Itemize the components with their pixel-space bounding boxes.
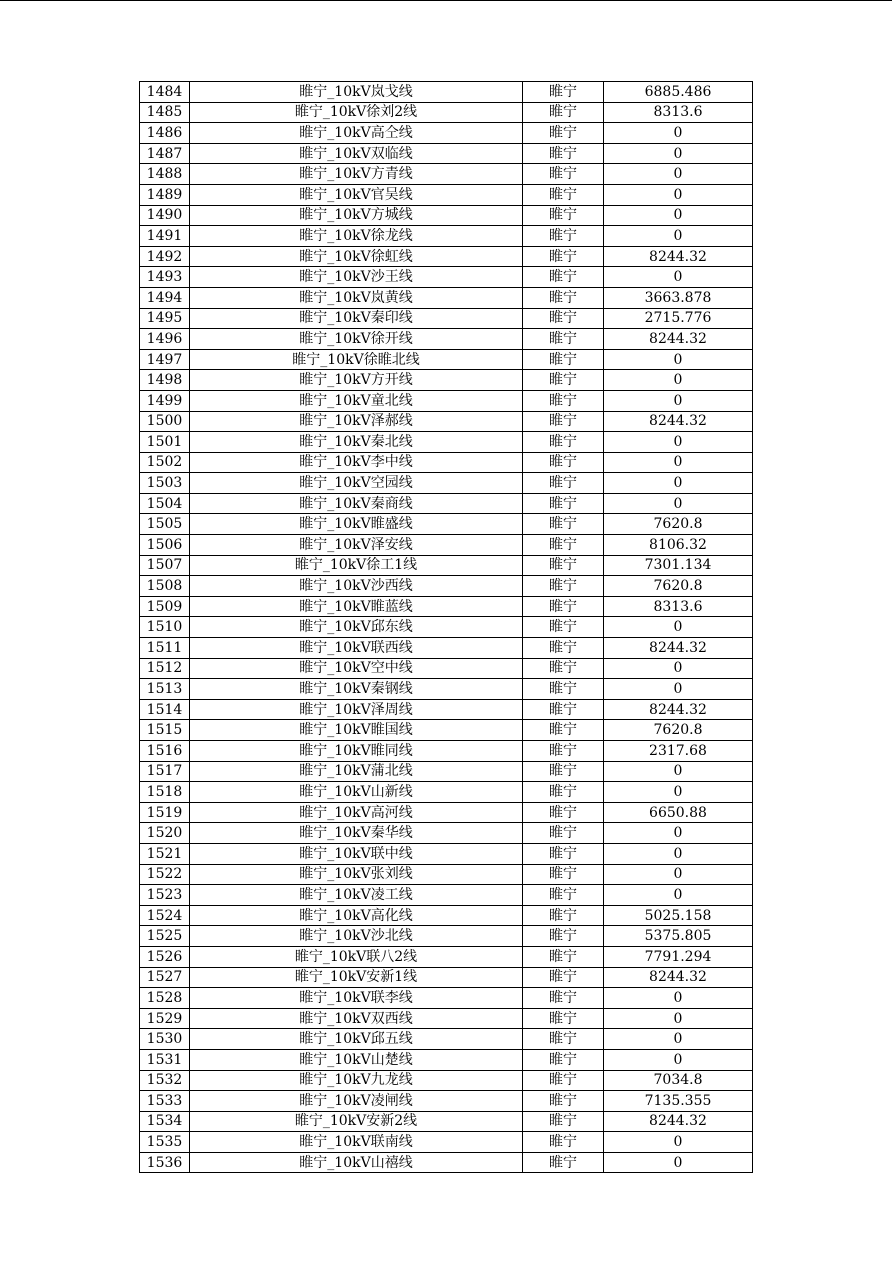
row-number-cell: 1531 (140, 1049, 190, 1070)
region-cell: 睢宁 (523, 205, 604, 226)
table-row (140, 411, 753, 432)
row-number-cell: 1489 (140, 184, 190, 205)
table-row (140, 473, 753, 494)
line-name-cell: 睢宁_10kV秦北线 (190, 432, 523, 453)
value-cell: 0 (604, 226, 753, 247)
table-row (140, 287, 753, 308)
region-cell: 睢宁 (523, 679, 604, 700)
table-row (140, 658, 753, 679)
row-number-cell: 1529 (140, 1008, 190, 1029)
line-name-cell: 睢宁_10kV方青线 (190, 164, 523, 185)
line-name-cell: 睢宁_10kV联中线 (190, 843, 523, 864)
value-cell: 0 (604, 782, 753, 803)
row-number-cell: 1492 (140, 246, 190, 267)
table-row (140, 1132, 753, 1153)
table-row (140, 1008, 753, 1029)
region-cell: 睢宁 (523, 1111, 604, 1132)
value-cell: 8244.32 (604, 638, 753, 659)
region-cell: 睢宁 (523, 946, 604, 967)
row-number-cell: 1524 (140, 905, 190, 926)
region-cell: 睢宁 (523, 596, 604, 617)
line-name-cell: 睢宁_10kV联八2线 (190, 946, 523, 967)
line-name-cell: 睢宁_10kV秦商线 (190, 493, 523, 514)
line-name-cell: 睢宁_10kV岚戈线 (190, 82, 523, 103)
row-number-cell: 1511 (140, 638, 190, 659)
region-cell: 睢宁 (523, 720, 604, 741)
region-cell: 睢宁 (523, 823, 604, 844)
region-cell: 睢宁 (523, 1091, 604, 1112)
row-number-cell: 1526 (140, 946, 190, 967)
region-cell: 睢宁 (523, 638, 604, 659)
line-name-cell: 睢宁_10kV秦钢线 (190, 679, 523, 700)
value-cell: 6650.88 (604, 802, 753, 823)
value-cell: 7620.8 (604, 514, 753, 535)
value-cell: 7135.355 (604, 1091, 753, 1112)
table-row (140, 741, 753, 762)
row-number-cell: 1536 (140, 1152, 190, 1173)
value-cell: 8244.32 (604, 967, 753, 988)
line-name-cell: 睢宁_10kV秦华线 (190, 823, 523, 844)
row-number-cell: 1508 (140, 576, 190, 597)
line-name-cell: 睢宁_10kV山楚线 (190, 1049, 523, 1070)
region-cell: 睢宁 (523, 287, 604, 308)
value-cell: 0 (604, 473, 753, 494)
value-cell: 0 (604, 988, 753, 1009)
region-cell: 睢宁 (523, 411, 604, 432)
value-cell: 2317.68 (604, 741, 753, 762)
row-number-cell: 1523 (140, 885, 190, 906)
table-row (140, 802, 753, 823)
region-cell: 睢宁 (523, 1029, 604, 1050)
value-cell: 8106.32 (604, 535, 753, 556)
line-name-cell: 睢宁_10kV沙西线 (190, 576, 523, 597)
line-name-cell: 睢宁_10kV泽安线 (190, 535, 523, 556)
page-top-border (0, 0, 892, 1)
table-body (140, 82, 753, 1173)
region-cell: 睢宁 (523, 184, 604, 205)
row-number-cell: 1494 (140, 287, 190, 308)
line-name-cell: 睢宁_10kV徐龙线 (190, 226, 523, 247)
row-number-cell: 1510 (140, 617, 190, 638)
table-row (140, 596, 753, 617)
table-row (140, 1029, 753, 1050)
value-cell: 7620.8 (604, 576, 753, 597)
row-number-cell: 1528 (140, 988, 190, 1009)
region-cell: 睢宁 (523, 967, 604, 988)
line-name-cell: 睢宁_10kV联南线 (190, 1132, 523, 1153)
value-cell: 0 (604, 1132, 753, 1153)
value-cell: 0 (604, 864, 753, 885)
row-number-cell: 1514 (140, 699, 190, 720)
table-row (140, 864, 753, 885)
table-row (140, 720, 753, 741)
region-cell: 睢宁 (523, 926, 604, 947)
table-row (140, 390, 753, 411)
row-number-cell: 1521 (140, 843, 190, 864)
value-cell: 6885.486 (604, 82, 753, 103)
region-cell: 睢宁 (523, 864, 604, 885)
region-cell: 睢宁 (523, 493, 604, 514)
value-cell: 8244.32 (604, 411, 753, 432)
value-cell: 2715.776 (604, 308, 753, 329)
line-name-cell: 睢宁_10kV九龙线 (190, 1070, 523, 1091)
line-name-cell: 睢宁_10kV徐刘2线 (190, 102, 523, 123)
value-cell: 0 (604, 184, 753, 205)
row-number-cell: 1534 (140, 1111, 190, 1132)
table-row (140, 226, 753, 247)
line-name-cell: 睢宁_10kV方开线 (190, 370, 523, 391)
table-row (140, 761, 753, 782)
table-row (140, 905, 753, 926)
value-cell: 8244.32 (604, 699, 753, 720)
line-name-cell: 睢宁_10kV秦印线 (190, 308, 523, 329)
row-number-cell: 1500 (140, 411, 190, 432)
value-cell: 0 (604, 370, 753, 391)
region-cell: 睢宁 (523, 370, 604, 391)
line-name-cell: 睢宁_10kV睢国线 (190, 720, 523, 741)
value-cell: 0 (604, 658, 753, 679)
table-row (140, 885, 753, 906)
table-row (140, 1049, 753, 1070)
table-row (140, 1111, 753, 1132)
value-cell: 8313.6 (604, 102, 753, 123)
region-cell: 睢宁 (523, 123, 604, 144)
row-number-cell: 1505 (140, 514, 190, 535)
value-cell: 8313.6 (604, 596, 753, 617)
table-row (140, 1091, 753, 1112)
region-cell: 睢宁 (523, 617, 604, 638)
line-name-cell: 睢宁_10kV沙王线 (190, 267, 523, 288)
row-number-cell: 1516 (140, 741, 190, 762)
value-cell: 0 (604, 349, 753, 370)
value-cell: 0 (604, 885, 753, 906)
region-cell: 睢宁 (523, 658, 604, 679)
row-number-cell: 1527 (140, 967, 190, 988)
line-name-cell: 睢宁_10kV沙北线 (190, 926, 523, 947)
row-number-cell: 1509 (140, 596, 190, 617)
region-cell: 睢宁 (523, 843, 604, 864)
line-name-cell: 睢宁_10kV官吴线 (190, 184, 523, 205)
table-row (140, 349, 753, 370)
row-number-cell: 1504 (140, 493, 190, 514)
row-number-cell: 1518 (140, 782, 190, 803)
line-name-cell: 睢宁_10kV徐开线 (190, 329, 523, 350)
line-name-cell: 睢宁_10kV双临线 (190, 143, 523, 164)
row-number-cell: 1487 (140, 143, 190, 164)
table-row (140, 535, 753, 556)
table-row (140, 184, 753, 205)
table-row (140, 1152, 753, 1173)
row-number-cell: 1522 (140, 864, 190, 885)
region-cell: 睢宁 (523, 143, 604, 164)
region-cell: 睢宁 (523, 390, 604, 411)
row-number-cell: 1517 (140, 761, 190, 782)
line-name-cell: 睢宁_10kV高化线 (190, 905, 523, 926)
table-row (140, 1070, 753, 1091)
line-name-cell: 睢宁_10kV徐工1线 (190, 555, 523, 576)
region-cell: 睢宁 (523, 246, 604, 267)
region-cell: 睢宁 (523, 164, 604, 185)
line-name-cell: 睢宁_10kV安新1线 (190, 967, 523, 988)
value-cell: 7620.8 (604, 720, 753, 741)
table-row (140, 576, 753, 597)
region-cell: 睢宁 (523, 82, 604, 103)
line-name-cell: 睢宁_10kV凌闸线 (190, 1091, 523, 1112)
row-number-cell: 1485 (140, 102, 190, 123)
line-name-cell: 睢宁_10kV双西线 (190, 1008, 523, 1029)
value-cell: 0 (604, 1029, 753, 1050)
value-cell: 0 (604, 432, 753, 453)
table-row (140, 555, 753, 576)
line-name-cell: 睢宁_10kV凌工线 (190, 885, 523, 906)
value-cell: 5025.158 (604, 905, 753, 926)
table-row (140, 638, 753, 659)
region-cell: 睢宁 (523, 761, 604, 782)
region-cell: 睢宁 (523, 349, 604, 370)
region-cell: 睢宁 (523, 514, 604, 535)
line-name-cell: 睢宁_10kV蒲北线 (190, 761, 523, 782)
value-cell: 0 (604, 1008, 753, 1029)
region-cell: 睢宁 (523, 226, 604, 247)
line-name-cell: 睢宁_10kV方城线 (190, 205, 523, 226)
line-name-cell: 睢宁_10kV睢盛线 (190, 514, 523, 535)
region-cell: 睢宁 (523, 1132, 604, 1153)
row-number-cell: 1503 (140, 473, 190, 494)
value-cell: 5375.805 (604, 926, 753, 947)
table-row (140, 205, 753, 226)
region-cell: 睢宁 (523, 329, 604, 350)
table-row (140, 164, 753, 185)
value-cell: 8244.32 (604, 329, 753, 350)
row-number-cell: 1507 (140, 555, 190, 576)
value-cell: 0 (604, 1152, 753, 1173)
row-number-cell: 1491 (140, 226, 190, 247)
table-row (140, 102, 753, 123)
region-cell: 睢宁 (523, 102, 604, 123)
region-cell: 睢宁 (523, 267, 604, 288)
region-cell: 睢宁 (523, 535, 604, 556)
line-name-cell: 睢宁_10kV高仝线 (190, 123, 523, 144)
line-name-cell: 睢宁_10kV邱东线 (190, 617, 523, 638)
table-row (140, 843, 753, 864)
row-number-cell: 1532 (140, 1070, 190, 1091)
table-row (140, 246, 753, 267)
region-cell: 睢宁 (523, 988, 604, 1009)
row-number-cell: 1530 (140, 1029, 190, 1050)
row-number-cell: 1490 (140, 205, 190, 226)
line-name-cell: 睢宁_10kV空中线 (190, 658, 523, 679)
value-cell: 0 (604, 493, 753, 514)
line-name-cell: 睢宁_10kV山禧线 (190, 1152, 523, 1173)
table-row (140, 699, 753, 720)
row-number-cell: 1498 (140, 370, 190, 391)
region-cell: 睢宁 (523, 1049, 604, 1070)
region-cell: 睢宁 (523, 1008, 604, 1029)
line-name-cell: 睢宁_10kV徐虹线 (190, 246, 523, 267)
region-cell: 睢宁 (523, 308, 604, 329)
table-row (140, 267, 753, 288)
table-row (140, 782, 753, 803)
value-cell: 7034.8 (604, 1070, 753, 1091)
table-row (140, 988, 753, 1009)
row-number-cell: 1497 (140, 349, 190, 370)
region-cell: 睢宁 (523, 905, 604, 926)
line-name-cell: 睢宁_10kV安新2线 (190, 1111, 523, 1132)
table-row (140, 514, 753, 535)
table-row (140, 926, 753, 947)
line-name-cell: 睢宁_10kV泽周线 (190, 699, 523, 720)
row-number-cell: 1513 (140, 679, 190, 700)
row-number-cell: 1499 (140, 390, 190, 411)
table-row (140, 967, 753, 988)
row-number-cell: 1502 (140, 452, 190, 473)
row-number-cell: 1512 (140, 658, 190, 679)
row-number-cell: 1493 (140, 267, 190, 288)
table-row (140, 946, 753, 967)
table-row (140, 452, 753, 473)
line-name-cell: 睢宁_10kV联李线 (190, 988, 523, 1009)
row-number-cell: 1520 (140, 823, 190, 844)
row-number-cell: 1506 (140, 535, 190, 556)
table-row (140, 82, 753, 103)
row-number-cell: 1519 (140, 802, 190, 823)
line-name-cell: 睢宁_10kV邱五线 (190, 1029, 523, 1050)
value-cell: 0 (604, 164, 753, 185)
table-row (140, 329, 753, 350)
row-number-cell: 1484 (140, 82, 190, 103)
table-row (140, 617, 753, 638)
region-cell: 睢宁 (523, 576, 604, 597)
line-name-cell: 睢宁_10kV空园线 (190, 473, 523, 494)
value-cell: 3663.878 (604, 287, 753, 308)
region-cell: 睢宁 (523, 473, 604, 494)
value-cell: 0 (604, 679, 753, 700)
value-cell: 0 (604, 123, 753, 144)
line-name-cell: 睢宁_10kV徐睢北线 (190, 349, 523, 370)
value-cell: 7791.294 (604, 946, 753, 967)
value-cell: 0 (604, 761, 753, 782)
line-name-cell: 睢宁_10kV联西线 (190, 638, 523, 659)
table-row (140, 493, 753, 514)
row-number-cell: 1496 (140, 329, 190, 350)
table-row (140, 308, 753, 329)
table-row (140, 679, 753, 700)
value-cell: 0 (604, 267, 753, 288)
region-cell: 睢宁 (523, 1070, 604, 1091)
row-number-cell: 1495 (140, 308, 190, 329)
region-cell: 睢宁 (523, 452, 604, 473)
value-cell: 0 (604, 205, 753, 226)
row-number-cell: 1535 (140, 1132, 190, 1153)
line-name-cell: 睢宁_10kV睢蓝线 (190, 596, 523, 617)
region-cell: 睢宁 (523, 885, 604, 906)
value-cell: 0 (604, 617, 753, 638)
line-name-cell: 睢宁_10kV童北线 (190, 390, 523, 411)
row-number-cell: 1501 (140, 432, 190, 453)
region-cell: 睢宁 (523, 802, 604, 823)
region-cell: 睢宁 (523, 555, 604, 576)
region-cell: 睢宁 (523, 1152, 604, 1173)
table-row (140, 143, 753, 164)
line-name-cell: 睢宁_10kV李中线 (190, 452, 523, 473)
region-cell: 睢宁 (523, 699, 604, 720)
value-cell: 0 (604, 843, 753, 864)
line-name-cell: 睢宁_10kV高河线 (190, 802, 523, 823)
value-cell: 0 (604, 143, 753, 164)
row-number-cell: 1533 (140, 1091, 190, 1112)
value-cell: 0 (604, 1049, 753, 1070)
row-number-cell: 1488 (140, 164, 190, 185)
line-name-cell: 睢宁_10kV睢同线 (190, 741, 523, 762)
value-cell: 8244.32 (604, 1111, 753, 1132)
region-cell: 睢宁 (523, 782, 604, 803)
line-name-cell: 睢宁_10kV泽郝线 (190, 411, 523, 432)
row-number-cell: 1515 (140, 720, 190, 741)
region-cell: 睢宁 (523, 741, 604, 762)
feeder-line-table (139, 81, 753, 1173)
value-cell: 0 (604, 452, 753, 473)
value-cell: 0 (604, 823, 753, 844)
table-row (140, 823, 753, 844)
value-cell: 0 (604, 390, 753, 411)
value-cell: 8244.32 (604, 246, 753, 267)
region-cell: 睢宁 (523, 432, 604, 453)
value-cell: 7301.134 (604, 555, 753, 576)
row-number-cell: 1486 (140, 123, 190, 144)
row-number-cell: 1525 (140, 926, 190, 947)
line-name-cell: 睢宁_10kV山新线 (190, 782, 523, 803)
table-row (140, 432, 753, 453)
line-name-cell: 睢宁_10kV岚黄线 (190, 287, 523, 308)
table-row (140, 123, 753, 144)
table-row (140, 370, 753, 391)
line-name-cell: 睢宁_10kV张刘线 (190, 864, 523, 885)
